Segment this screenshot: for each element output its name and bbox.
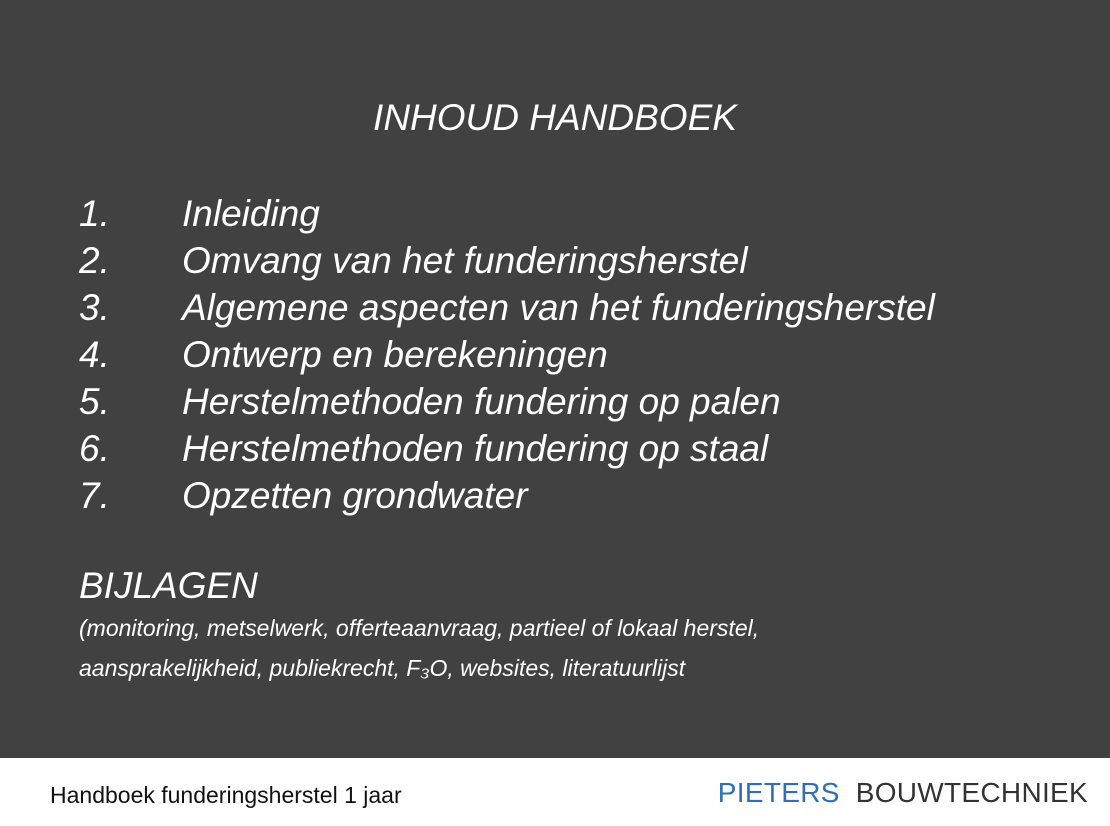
toc-number: 7.	[79, 475, 110, 516]
toc-number: 2.	[79, 240, 110, 281]
toc-item	[79, 331, 935, 378]
brand-logo	[718, 776, 1088, 810]
toc-number: 5.	[79, 381, 110, 422]
toc-item	[79, 425, 935, 472]
table-of-contents	[79, 190, 935, 519]
toc-number: 1.	[79, 193, 110, 234]
toc-item	[79, 378, 935, 425]
brand-name-pieters: PIETERS	[717, 777, 840, 808]
toc-number: 6.	[79, 428, 110, 469]
toc-number: 3.	[79, 287, 110, 328]
bijlagen-description-line-1: (monitoring, metselwerk, offerteaanvraag, partieel of lokaal herstel,	[79, 615, 760, 641]
toc-label: Inleiding	[182, 193, 320, 234]
toc-label: Ontwerp en berekeningen	[182, 334, 608, 375]
toc-item	[79, 190, 935, 237]
toc-label: Algemene aspecten van het funderingsherstel	[182, 287, 935, 328]
brand-name-bouwtechniek: BOUWTECHNIEK	[855, 777, 1088, 808]
bijlagen-description-line-2: aansprakelijkheid, publiekrecht, F₃O, websites, literatuurlijst	[79, 655, 686, 681]
toc-label: Herstelmethoden fundering op staal	[182, 428, 769, 469]
toc-label: Herstelmethoden fundering op palen	[182, 381, 781, 422]
toc-number: 4.	[79, 334, 110, 375]
toc-label: Opzetten grondwater	[182, 475, 528, 516]
slide-title: INHOUD HANDBOEK	[373, 97, 737, 138]
footer-caption: Handboek funderingsherstel 1 jaar	[50, 782, 402, 808]
slide-footer	[0, 758, 1110, 826]
toc-item	[79, 472, 935, 519]
toc-item	[79, 237, 935, 284]
toc-item	[79, 284, 935, 331]
bijlagen-heading: BIJLAGEN	[79, 565, 258, 606]
toc-label: Omvang van het funderingsherstel	[182, 240, 748, 281]
